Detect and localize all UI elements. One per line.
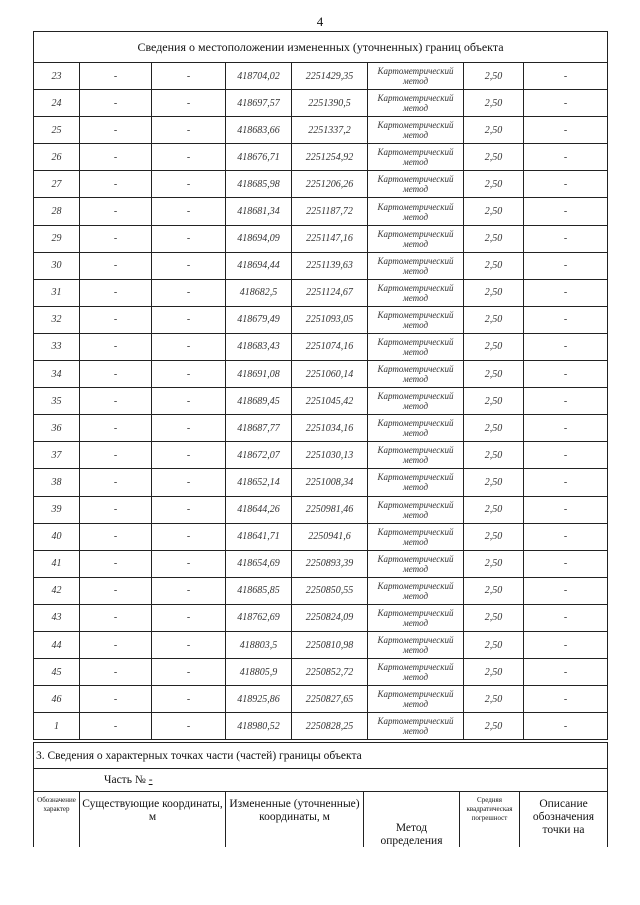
method-cell: Картометрический метод — [368, 713, 464, 740]
existing-y-cell: - — [152, 631, 226, 658]
method-cell: Картометрический метод — [368, 198, 464, 225]
table-row — [34, 361, 608, 388]
x-coordinate-cell: 418803,5 — [226, 631, 292, 658]
table-row — [34, 415, 608, 442]
table-row — [34, 442, 608, 469]
x-coordinate-cell: 418762,69 — [226, 604, 292, 631]
y-coordinate-cell: 2251124,67 — [292, 279, 368, 306]
error-cell: 2,50 — [464, 631, 524, 658]
existing-x-cell: - — [80, 523, 152, 550]
existing-y-cell: - — [152, 198, 226, 225]
existing-y-cell: - — [152, 415, 226, 442]
description-cell: - — [524, 469, 608, 496]
section3-title: 3. Сведения о характерных точках части (частей) границы объекта — [34, 743, 608, 769]
table-row — [34, 225, 608, 252]
description-cell: - — [524, 361, 608, 388]
error-cell: 2,50 — [464, 144, 524, 171]
existing-x-cell: - — [80, 659, 152, 686]
error-cell: 2,50 — [464, 713, 524, 740]
y-coordinate-cell: 2250941,6 — [292, 523, 368, 550]
point-cell: 41 — [34, 550, 80, 577]
existing-x-cell: - — [80, 550, 152, 577]
error-cell: 2,50 — [464, 496, 524, 523]
method-cell: Картометрический метод — [368, 279, 464, 306]
description-cell: - — [524, 631, 608, 658]
error-cell: 2,50 — [464, 171, 524, 198]
point-cell: 38 — [34, 469, 80, 496]
x-coordinate-cell: 418980,52 — [226, 713, 292, 740]
point-cell: 46 — [34, 686, 80, 713]
table-row — [34, 713, 608, 740]
y-coordinate-cell: 2251008,34 — [292, 469, 368, 496]
point-cell: 32 — [34, 306, 80, 333]
error-cell: 2,50 — [464, 550, 524, 577]
y-coordinate-cell: 2251030,13 — [292, 442, 368, 469]
x-coordinate-cell: 418805,9 — [226, 659, 292, 686]
existing-x-cell: - — [80, 713, 152, 740]
method-cell: Картометрический метод — [368, 442, 464, 469]
table-row — [34, 279, 608, 306]
existing-x-cell: - — [80, 333, 152, 360]
existing-y-cell: - — [152, 90, 226, 117]
existing-x-cell: - — [80, 225, 152, 252]
point-cell: 33 — [34, 333, 80, 360]
y-coordinate-cell: 2250828,25 — [292, 713, 368, 740]
x-coordinate-cell: 418704,02 — [226, 63, 292, 90]
method-cell: Картометрический метод — [368, 306, 464, 333]
table-row — [34, 171, 608, 198]
y-coordinate-cell: 2251429,35 — [292, 63, 368, 90]
y-coordinate-cell: 2251254,92 — [292, 144, 368, 171]
description-cell: - — [524, 388, 608, 415]
point-cell: 42 — [34, 577, 80, 604]
existing-x-cell: - — [80, 577, 152, 604]
y-coordinate-cell: 2251187,72 — [292, 198, 368, 225]
x-coordinate-cell: 418689,45 — [226, 388, 292, 415]
table-row — [34, 550, 608, 577]
existing-y-cell: - — [152, 63, 226, 90]
method-cell: Картометрический метод — [368, 631, 464, 658]
description-cell: - — [524, 442, 608, 469]
description-cell: - — [524, 523, 608, 550]
table-row — [34, 306, 608, 333]
existing-x-cell: - — [80, 279, 152, 306]
point-cell: 28 — [34, 198, 80, 225]
y-coordinate-cell: 2251060,14 — [292, 361, 368, 388]
method-cell: Картометрический метод — [368, 252, 464, 279]
existing-y-cell: - — [152, 469, 226, 496]
method-cell: Картометрический метод — [368, 144, 464, 171]
point-cell: 1 — [34, 713, 80, 740]
method-cell: Картометрический метод — [368, 63, 464, 90]
error-cell: 2,50 — [464, 604, 524, 631]
y-coordinate-cell: 2250824,09 — [292, 604, 368, 631]
description-cell: - — [524, 90, 608, 117]
table-row — [34, 144, 608, 171]
table-row — [34, 333, 608, 360]
description-cell: - — [524, 279, 608, 306]
existing-y-cell: - — [152, 713, 226, 740]
point-cell: 31 — [34, 279, 80, 306]
table-row — [34, 604, 608, 631]
x-coordinate-cell: 418672,07 — [226, 442, 292, 469]
x-coordinate-cell: 418654,69 — [226, 550, 292, 577]
y-coordinate-cell: 2251337,2 — [292, 117, 368, 144]
table-row — [34, 63, 608, 90]
existing-x-cell: - — [80, 144, 152, 171]
existing-x-cell: - — [80, 117, 152, 144]
y-coordinate-cell: 2251034,16 — [292, 415, 368, 442]
method-cell: Картометрический метод — [368, 496, 464, 523]
y-coordinate-cell: 2251045,42 — [292, 388, 368, 415]
existing-y-cell: - — [152, 252, 226, 279]
point-cell: 37 — [34, 442, 80, 469]
description-cell: - — [524, 333, 608, 360]
x-coordinate-cell: 418676,71 — [226, 144, 292, 171]
table-row — [34, 388, 608, 415]
y-coordinate-cell: 2250852,72 — [292, 659, 368, 686]
table-row — [34, 496, 608, 523]
x-coordinate-cell: 418683,43 — [226, 333, 292, 360]
error-cell: 2,50 — [464, 659, 524, 686]
error-cell: 2,50 — [464, 415, 524, 442]
header-designation: Обозначение характер — [34, 792, 80, 881]
error-cell: 2,50 — [464, 198, 524, 225]
point-cell: 44 — [34, 631, 80, 658]
part-number: - — [148, 774, 153, 786]
description-cell: - — [524, 713, 608, 740]
description-cell: - — [524, 496, 608, 523]
description-cell: - — [524, 171, 608, 198]
point-cell: 29 — [34, 225, 80, 252]
error-cell: 2,50 — [464, 523, 524, 550]
existing-y-cell: - — [152, 306, 226, 333]
header-method: Метод определения — [364, 792, 460, 881]
existing-y-cell: - — [152, 144, 226, 171]
existing-y-cell: - — [152, 523, 226, 550]
y-coordinate-cell: 2250810,98 — [292, 631, 368, 658]
table-row — [34, 686, 608, 713]
method-cell: Картометрический метод — [368, 523, 464, 550]
x-coordinate-cell: 418687,77 — [226, 415, 292, 442]
point-cell: 24 — [34, 90, 80, 117]
existing-y-cell: - — [152, 442, 226, 469]
error-cell: 2,50 — [464, 388, 524, 415]
description-cell: - — [524, 63, 608, 90]
y-coordinate-cell: 2250827,65 — [292, 686, 368, 713]
description-cell: - — [524, 659, 608, 686]
method-cell: Картометрический метод — [368, 117, 464, 144]
x-coordinate-cell: 418644,26 — [226, 496, 292, 523]
method-cell: Картометрический метод — [368, 415, 464, 442]
point-cell: 30 — [34, 252, 80, 279]
existing-y-cell: - — [152, 659, 226, 686]
method-cell: Картометрический метод — [368, 388, 464, 415]
y-coordinate-cell: 2251390,5 — [292, 90, 368, 117]
point-cell: 45 — [34, 659, 80, 686]
section-title: Сведения о местоположении измененных (уточненных) границ объекта — [34, 32, 608, 63]
error-cell: 2,50 — [464, 63, 524, 90]
error-cell: 2,50 — [464, 469, 524, 496]
point-cell: 40 — [34, 523, 80, 550]
header-description: Описание обозначения точки на — [520, 792, 608, 881]
error-cell: 2,50 — [464, 577, 524, 604]
error-cell: 2,50 — [464, 225, 524, 252]
existing-x-cell: - — [80, 171, 152, 198]
table-row — [34, 659, 608, 686]
y-coordinate-cell: 2250850,55 — [292, 577, 368, 604]
point-cell: 25 — [34, 117, 80, 144]
description-cell: - — [524, 117, 608, 144]
table-row — [34, 577, 608, 604]
description-cell: - — [524, 577, 608, 604]
existing-y-cell: - — [152, 333, 226, 360]
y-coordinate-cell: 2250981,46 — [292, 496, 368, 523]
existing-x-cell: - — [80, 388, 152, 415]
existing-y-cell: - — [152, 577, 226, 604]
existing-x-cell: - — [80, 361, 152, 388]
x-coordinate-cell: 418641,71 — [226, 523, 292, 550]
part-label: Часть № — [104, 774, 146, 786]
method-cell: Картометрический метод — [368, 225, 464, 252]
method-cell: Картометрический метод — [368, 686, 464, 713]
point-cell: 39 — [34, 496, 80, 523]
existing-y-cell: - — [152, 225, 226, 252]
description-cell: - — [524, 415, 608, 442]
existing-x-cell: - — [80, 63, 152, 90]
x-coordinate-cell: 418694,44 — [226, 252, 292, 279]
existing-x-cell: - — [80, 442, 152, 469]
error-cell: 2,50 — [464, 117, 524, 144]
error-cell: 2,50 — [464, 361, 524, 388]
existing-y-cell: - — [152, 279, 226, 306]
description-cell: - — [524, 252, 608, 279]
table-row — [34, 90, 608, 117]
existing-y-cell: - — [152, 388, 226, 415]
error-cell: 2,50 — [464, 686, 524, 713]
y-coordinate-cell: 2251147,16 — [292, 225, 368, 252]
table-row — [34, 117, 608, 144]
point-cell: 35 — [34, 388, 80, 415]
existing-x-cell: - — [80, 469, 152, 496]
y-coordinate-cell: 2251206,26 — [292, 171, 368, 198]
point-cell: 27 — [34, 171, 80, 198]
method-cell: Картометрический метод — [368, 171, 464, 198]
description-cell: - — [524, 144, 608, 171]
existing-y-cell: - — [152, 496, 226, 523]
existing-y-cell: - — [152, 171, 226, 198]
point-cell: 43 — [34, 604, 80, 631]
error-cell: 2,50 — [464, 252, 524, 279]
existing-y-cell: - — [152, 117, 226, 144]
point-cell: 26 — [34, 144, 80, 171]
existing-x-cell: - — [80, 252, 152, 279]
method-cell: Картометрический метод — [368, 469, 464, 496]
x-coordinate-cell: 418682,5 — [226, 279, 292, 306]
x-coordinate-cell: 418681,34 — [226, 198, 292, 225]
method-cell: Картометрический метод — [368, 90, 464, 117]
x-coordinate-cell: 418679,49 — [226, 306, 292, 333]
existing-x-cell: - — [80, 198, 152, 225]
description-cell: - — [524, 225, 608, 252]
existing-x-cell: - — [80, 306, 152, 333]
existing-y-cell: - — [152, 604, 226, 631]
x-coordinate-cell: 418683,66 — [226, 117, 292, 144]
description-cell: - — [524, 198, 608, 225]
existing-y-cell: - — [152, 686, 226, 713]
method-cell: Картометрический метод — [368, 604, 464, 631]
existing-x-cell: - — [80, 631, 152, 658]
header-existing-coordinates: Существующие координаты, м — [80, 792, 226, 881]
error-cell: 2,50 — [464, 333, 524, 360]
header-error: Средняя квадратическая погрешност — [460, 792, 520, 881]
error-cell: 2,50 — [464, 279, 524, 306]
description-cell: - — [524, 306, 608, 333]
point-cell: 36 — [34, 415, 80, 442]
table-row — [34, 523, 608, 550]
y-coordinate-cell: 2251139,63 — [292, 252, 368, 279]
y-coordinate-cell: 2251074,16 — [292, 333, 368, 360]
x-coordinate-cell: 418697,57 — [226, 90, 292, 117]
method-cell: Картометрический метод — [368, 550, 464, 577]
error-cell: 2,50 — [464, 442, 524, 469]
method-cell: Картометрический метод — [368, 659, 464, 686]
description-cell: - — [524, 604, 608, 631]
coordinates-table — [33, 31, 608, 740]
existing-y-cell: - — [152, 550, 226, 577]
x-coordinate-cell: 418685,85 — [226, 577, 292, 604]
existing-x-cell: - — [80, 415, 152, 442]
error-cell: 2,50 — [464, 90, 524, 117]
existing-x-cell: - — [80, 90, 152, 117]
table-row — [34, 631, 608, 658]
existing-x-cell: - — [80, 604, 152, 631]
method-cell: Картометрический метод — [368, 333, 464, 360]
x-coordinate-cell: 418925,86 — [226, 686, 292, 713]
description-cell: - — [524, 686, 608, 713]
point-cell: 23 — [34, 63, 80, 90]
x-coordinate-cell: 418652,14 — [226, 469, 292, 496]
description-cell: - — [524, 550, 608, 577]
table-row — [34, 252, 608, 279]
method-cell: Картометрический метод — [368, 361, 464, 388]
header-changed-coordinates: Измененные (уточненные) координаты, м — [226, 792, 364, 881]
y-coordinate-cell: 2251093,05 — [292, 306, 368, 333]
existing-x-cell: - — [80, 496, 152, 523]
part-label-row — [34, 769, 608, 792]
existing-x-cell: - — [80, 686, 152, 713]
x-coordinate-cell: 418685,98 — [226, 171, 292, 198]
table-row — [34, 469, 608, 496]
method-cell: Картометрический метод — [368, 577, 464, 604]
error-cell: 2,50 — [464, 306, 524, 333]
x-coordinate-cell: 418691,08 — [226, 361, 292, 388]
point-cell: 34 — [34, 361, 80, 388]
table-row — [34, 198, 608, 225]
existing-y-cell: - — [152, 361, 226, 388]
y-coordinate-cell: 2250893,39 — [292, 550, 368, 577]
x-coordinate-cell: 418694,09 — [226, 225, 292, 252]
page-number: 4 — [316, 14, 324, 29]
